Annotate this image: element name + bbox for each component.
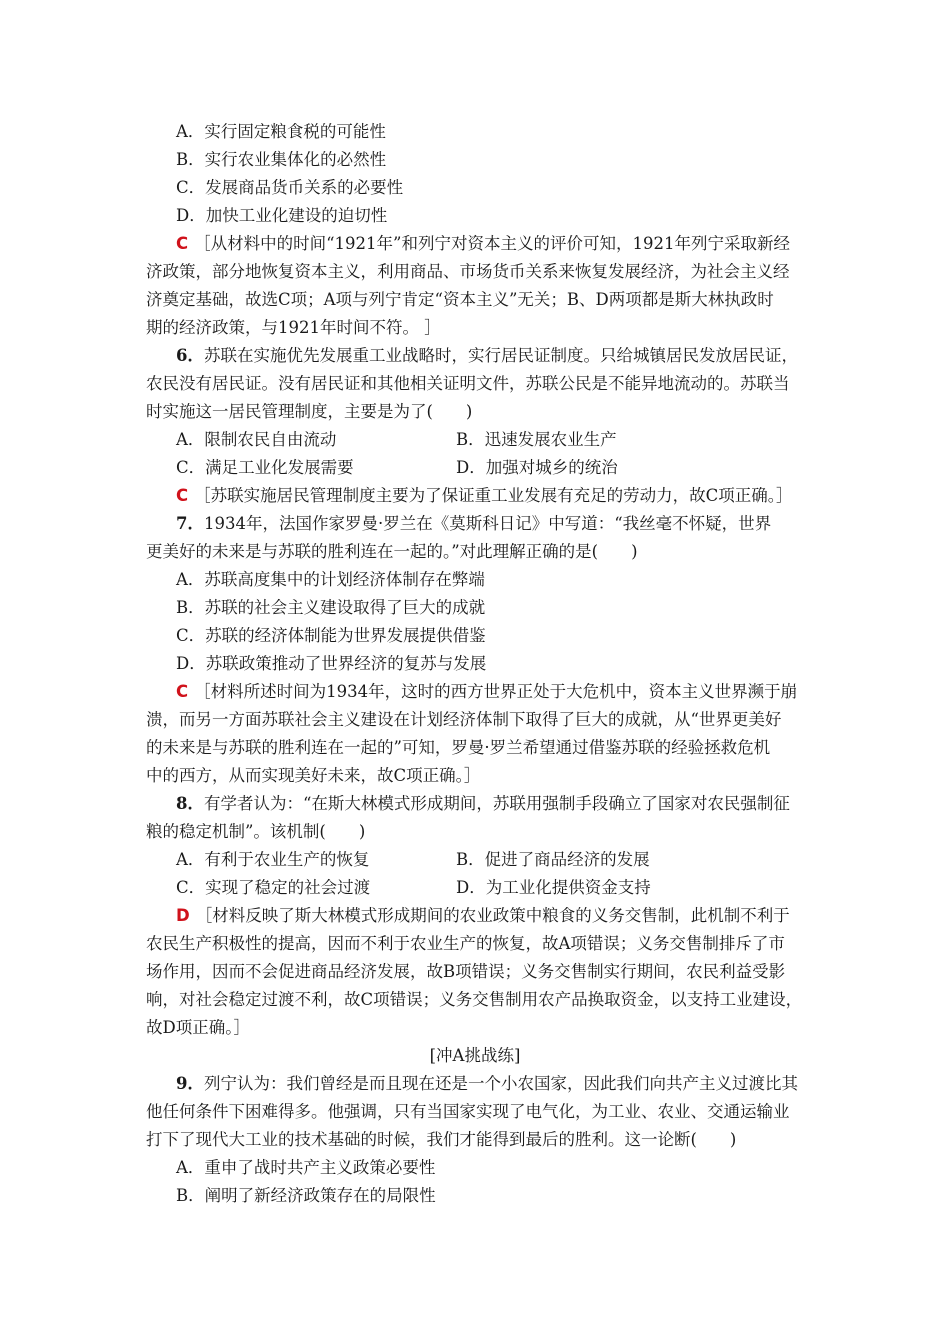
q7-number: 7． bbox=[176, 514, 204, 533]
q8-explanation-line: 场作用，因而不会促进商品经济发展，故B项错误；义务交售制实行期间，农民利益受影 bbox=[146, 962, 786, 981]
q6-option-c: C．满足工业化发展需要 bbox=[176, 458, 354, 477]
q7-option-c: C．苏联的经济体制能为世界发展提供借鉴 bbox=[176, 626, 486, 645]
q8-stem-line: 8．有学者认为：“在斯大林模式形成期间，苏联用强制手段确立了国家对农民强制征 bbox=[176, 794, 790, 813]
q9-number: 9． bbox=[176, 1074, 204, 1093]
q5-explanation-line: 济奠定基础，故选C项；A项与列宁肯定“资本主义”无关；B、D两项都是斯大林执政时 bbox=[146, 290, 774, 309]
q8-explanation-line: 响，对社会稳定过渡不利，故C项错误；义务交售制用农产品换取资金，以支持工业建设， bbox=[146, 990, 803, 1009]
q9-stem-line: 打下了现代大工业的技术基础的时候，我们才能得到最后的胜利。这一论断( ) bbox=[146, 1130, 737, 1149]
q7-explanation-line: 溃，而另一方面苏联社会主义建设在计划经济体制下取得了巨大的成就，从“世界更美好 bbox=[146, 710, 782, 729]
q7-answer: C bbox=[176, 682, 189, 701]
q5-option-b: B．实行农业集体化的必然性 bbox=[176, 150, 387, 169]
q7-option-d: D．苏联政策推动了世界经济的复苏与发展 bbox=[176, 654, 487, 673]
q5-answer: C bbox=[176, 234, 189, 253]
q8-answer: D bbox=[176, 906, 190, 925]
q6-option-a: A．限制农民自由流动 bbox=[176, 430, 337, 449]
q8-option-a: A．有利于农业生产的恢复 bbox=[176, 850, 370, 869]
q8-stem-line: 粮的稳定机制”。该机制( ) bbox=[146, 822, 366, 841]
q8-number: 8． bbox=[176, 794, 204, 813]
q5-option-d: D．加快工业化建设的迫切性 bbox=[176, 206, 388, 225]
q7-option-a: A．苏联高度集中的计划经济体制存在弊端 bbox=[176, 570, 485, 589]
q7-explanation-line: 的未来是与苏联的胜利连在一起的”可知，罗曼·罗兰希望通过借鉴苏联的经验拯救危机 bbox=[146, 738, 771, 757]
q6-stem-line: 时实施这一居民管理制度，主要是为了( ) bbox=[146, 402, 473, 421]
q7-option-b: B．苏联的社会主义建设取得了巨大的成就 bbox=[176, 598, 486, 617]
q7-explanation-line: C ［材料所述时间为1934年，这时的西方世界正处于大危机中，资本主义世界濒于崩 bbox=[176, 682, 798, 701]
q6-explanation-line: C ［苏联实施居民管理制度主要为了保证重工业发展有充足的劳动力，故C项正确。］ bbox=[176, 486, 793, 505]
q5-option-c: C．发展商品货币关系的必要性 bbox=[176, 178, 404, 197]
q8-explanation-line: 故D项正确。］ bbox=[146, 1018, 250, 1037]
q8-option-d: D．为工业化提供资金支持 bbox=[456, 878, 651, 897]
q5-explanation-line: 济政策，部分地恢复资本主义，利用商品、市场货币关系来恢复发展经济，为社会主义经 bbox=[146, 262, 790, 281]
q6-answer: C bbox=[176, 486, 189, 505]
q6-option-d: D．加强对城乡的统治 bbox=[456, 458, 618, 477]
q6-option-b: B．迅速发展农业生产 bbox=[456, 430, 617, 449]
q8-option-b: B．促进了商品经济的发展 bbox=[456, 850, 650, 869]
q9-option-b: B．阐明了新经济政策存在的局限性 bbox=[176, 1186, 436, 1205]
q7-stem-line: 7．1934年，法国作家罗曼·罗兰在《莫斯科日记》中写道：“我丝毫不怀疑，世界 bbox=[176, 514, 772, 533]
q6-stem-line: 6．苏联在实施优先发展重工业战略时，实行居民证制度。只给城镇居民发放居民证， bbox=[176, 346, 798, 365]
q7-explanation-line: 中的西方，从而实现美好未来，故C项正确。］ bbox=[146, 766, 481, 785]
q8-explanation-line: D ［材料反映了斯大林模式形成期间的农业政策中粮食的义务交售制，此机制不利于 bbox=[176, 906, 790, 925]
q5-explanation-line: 期的经济政策，与1921年时间不符。 ］ bbox=[146, 318, 441, 337]
q9-option-a: A．重申了战时共产主义政策必要性 bbox=[176, 1158, 436, 1177]
q6-number: 6． bbox=[176, 346, 204, 365]
q9-stem-line: 9．列宁认为：我们曾经是而且现在还是一个小农国家，因此我们向共产主义过渡比其 bbox=[176, 1074, 798, 1093]
q8-option-c: C．实现了稳定的社会过渡 bbox=[176, 878, 371, 897]
q7-stem-line: 更美好的未来是与苏联的胜利连在一起的。”对此理解正确的是( ) bbox=[146, 542, 638, 561]
q6-stem-line: 农民没有居民证。没有居民证和其他相关证明文件，苏联公民是不能异地流动的。苏联当 bbox=[146, 374, 790, 393]
q9-stem-line: 他任何条件下困难得多。他强调，只有当国家实现了电气化，为工业、农业、交通运输业 bbox=[146, 1102, 790, 1121]
q5-option-a: A．实行固定粮食税的可能性 bbox=[176, 122, 386, 141]
q5-explanation-line: C ［从材料中的时间“1921年”和列宁对资本主义的评价可知，1921年列宁采取新经 bbox=[176, 234, 790, 253]
q8-explanation-line: 农民生产积极性的提高，因而不利于农业生产的恢复，故A项错误；义务交售制排斥了市 bbox=[146, 934, 785, 953]
section-title: [冲A挑战练] bbox=[429, 1046, 521, 1065]
